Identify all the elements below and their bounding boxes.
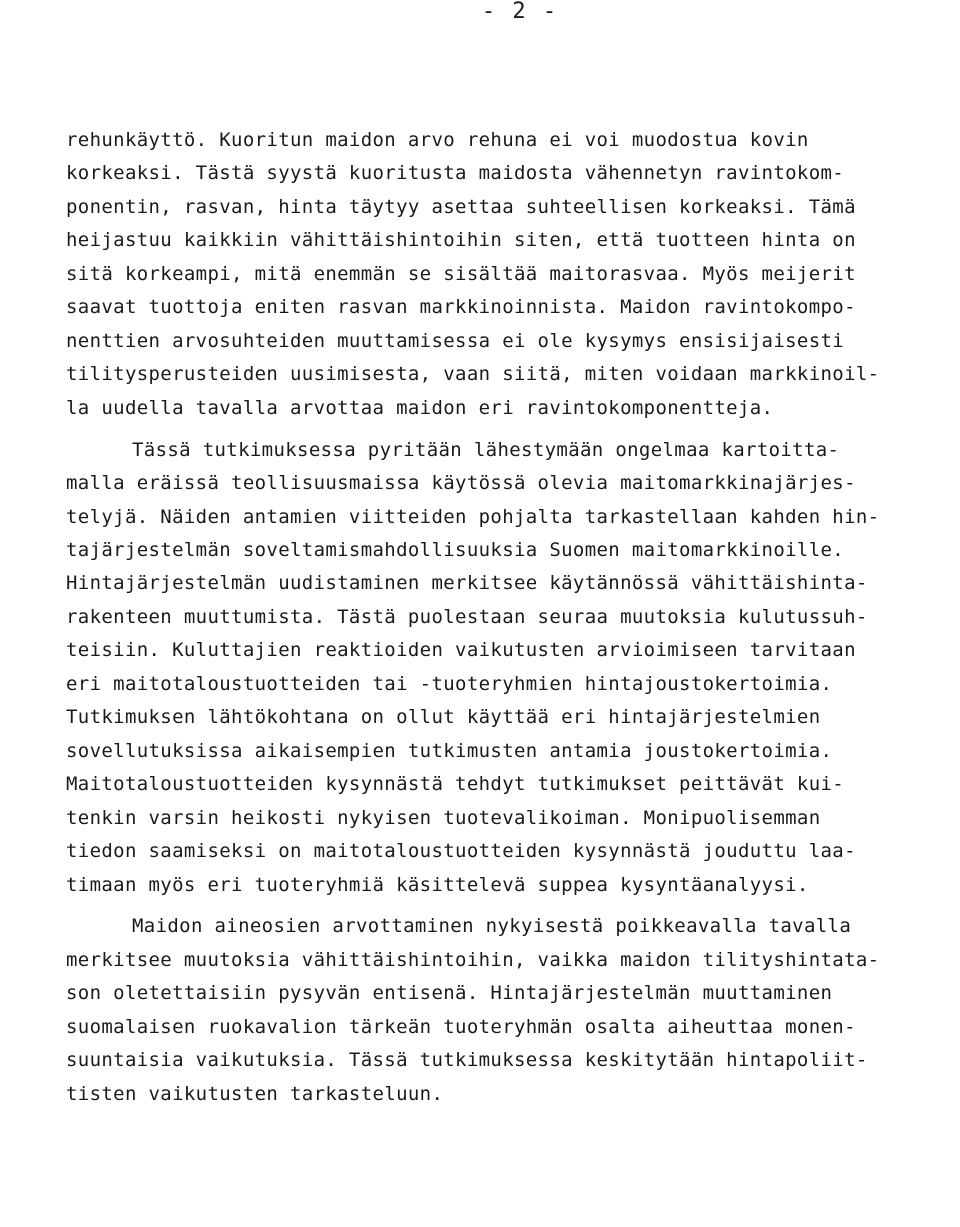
- page-number: - 2 -: [481, 0, 559, 24]
- text-line: tiedon saamiseksi on maitotaloustuotteiden kysynnästä jouduttu laa-: [66, 840, 856, 862]
- text-line: la uudella tavalla arvottaa maidon eri ravintokomponentteja.: [66, 397, 774, 419]
- text-line: rakenteen muuttumista. Tästä puolestaan seuraa muutoksia kulutussuh-: [66, 606, 868, 628]
- text-line: suomalaisen ruokavalion tärkeän tuoteryhmän osalta aiheuttaa monen-: [66, 1016, 856, 1038]
- text-line: malla eräissä teollisuusmaissa käytössä olevia maitomarkkinajärjes-: [66, 472, 856, 494]
- text-line: heijastuu kaikkiin vähittäishintoihin siten, että tuotteen hinta on: [66, 229, 856, 251]
- text-line: timaan myös eri tuoteryhmiä käsittelevä suppea kysyntäanalyysi.: [66, 874, 809, 896]
- text-line: nenttien arvosuhteiden muuttamisessa ei ole kysymys ensisijaisesti: [66, 330, 845, 352]
- text-line: teisiin. Kuluttajien reaktioiden vaikutusten arvioimiseen tarvitaan: [66, 639, 856, 661]
- text-line: Maitotaloustuotteiden kysynnästä tehdyt tutkimukset peittävät kui-: [66, 773, 845, 795]
- text-line: Tutkimuksen lähtökohtana on ollut käyttää eri hintajärjestelmien: [66, 706, 821, 728]
- text-line: Hintajärjestelmän uudistaminen merkitsee käytännössä vähittäishinta-: [66, 572, 868, 594]
- text-line: sitä korkeampi, mitä enemmän se sisältää maitorasvaa. Myös meijerit: [66, 263, 856, 285]
- text-line: Maidon aineosien arvottaminen nykyisestä poikkeavalla tavalla: [132, 915, 852, 937]
- text-line: son oletettaisiin pysyvän entisenä. Hintajärjestelmän muuttaminen: [66, 982, 833, 1004]
- text-line: Tässä tutkimuksessa pyritään lähestymään ongelmaa kartoitta-: [132, 439, 840, 461]
- text-line: korkeaksi. Tästä syystä kuoritusta maidosta vähennetyn ravintokom-: [66, 162, 845, 184]
- text-line: merkitsee muutoksia vähittäishintoihin, vaikka maidon tilityshintata-: [66, 949, 880, 971]
- text-line: tajärjestelmän soveltamismahdollisuuksia Suomen maitomarkkinoille.: [66, 539, 845, 561]
- text-line: sovellutuksissa aikaisempien tutkimusten antamia joustokertoimia.: [66, 740, 833, 762]
- text-line: suuntaisia vaikutuksia. Tässä tutkimuksessa keskitytään hintapoliit-: [66, 1049, 868, 1071]
- text-line: tilitysperusteiden uusimisesta, vaan siitä, miten voidaan markkinoil-: [66, 363, 880, 385]
- text-line: tisten vaikutusten tarkasteluun.: [66, 1083, 444, 1105]
- text-line: ponentin, rasvan, hinta täytyy asettaa suhteellisen korkeaksi. Tämä: [66, 196, 856, 218]
- text-line: saavat tuottoja eniten rasvan markkinoinnista. Maidon ravintokompo-: [66, 296, 856, 318]
- text-line: tenkin varsin heikosti nykyisen tuotevalikoiman. Monipuolisemman: [66, 807, 821, 829]
- text-line: telyjä. Näiden antamien viitteiden pohjalta tarkastellaan kahden hin-: [66, 506, 880, 528]
- text-line: rehunkäyttö. Kuoritun maidon arvo rehuna ei voi muodostua kovin: [66, 129, 809, 151]
- text-line: eri maitotaloustuotteiden tai -tuoteryhmien hintajoustokertoimia.: [66, 673, 833, 695]
